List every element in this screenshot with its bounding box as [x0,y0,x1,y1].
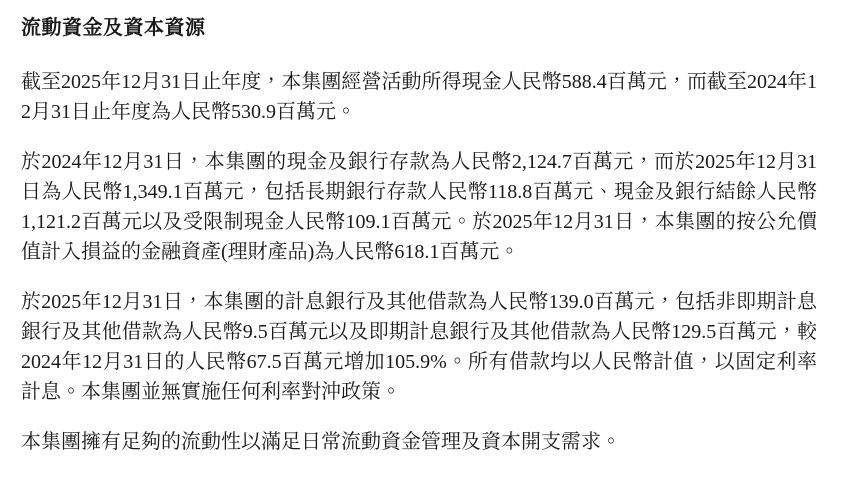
paragraph-operating-cash-flow: 截至2025年12月31日止年度，本集團經營活動所得現金人民幣588.4百萬元，而截至2024年12月31日止年度為人民幣530.9百萬元。 [21,71,817,123]
paragraph-liquidity-statement: 本集團擁有足夠的流動性以滿足日常流動資金管理及資本開支需求。 [21,431,621,453]
section-heading: 流動資金及資本資源 [21,17,206,39]
paragraph-cash-and-bank-deposits: 於2024年12月31日，本集團的現金及銀行存款為人民幣2,124.7百萬元，而於2025年12月31日為人民幣1,349.1百萬元，包括長期銀行存款人民幣118.8百萬元、現金及銀行結餘人民幣1,121.2百萬元以及受限制現金人民幣109.1百萬元。於2025年12月31日，本集團的按公允價值計入損益的金融資產(理財產品)為人民幣618.1百萬元。 [21,151,817,263]
paragraph-interest-bearing-borrowings: 於2025年12月31日，本集團的計息銀行及其他借款為人民幣139.0百萬元，包括非即期計息銀行及其他借款為人民幣9.5百萬元以及即期計息銀行及其他借款為人民幣129.5百萬元，較2024年12月31日的人民幣67.5百萬元增加105.9%。所有借款均以人民幣計值，以固定利率計息。本集團並無實施任何利率對沖政策。 [21,291,817,403]
